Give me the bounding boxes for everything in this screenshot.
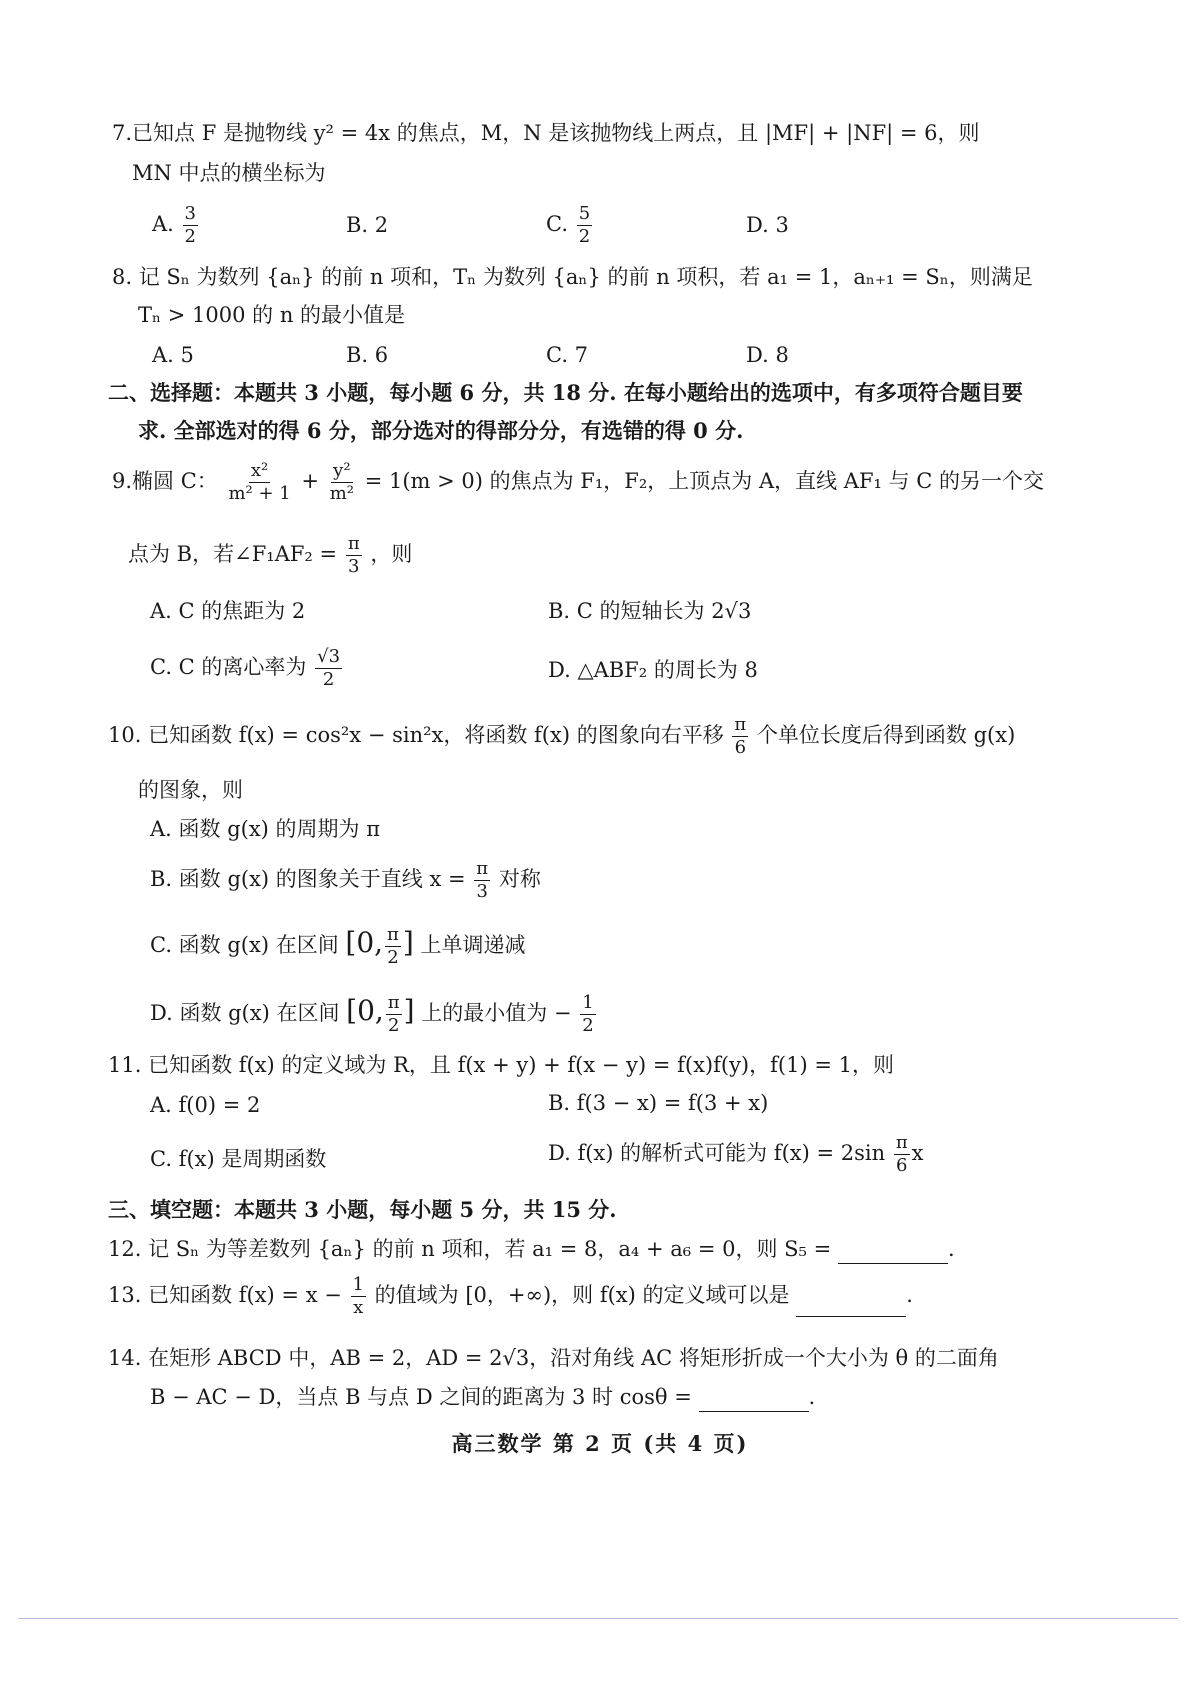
q9-line1: 9.椭圆 C： $\frac{\text{x²}}{\text{m² + 1}}$ + $\frac{\text{y²}}{\text{m²}}$ = 1(m > 0) 的焦点为 F₁，F₂，上顶点为 A，直线 AF₁ 与 C 的另一个交 xyxy=(112,460,1045,504)
q7-line1: 7.已知点 F 是抛物线 y² = 4x 的焦点，M，N 是该抛物线上两点，且 |MF| + |NF| = 6，则 xyxy=(112,121,980,145)
q11-option-a: A. f(0) = 2 xyxy=(150,1093,261,1117)
q11-option-c: C. f(x) 是周期函数 xyxy=(150,1147,327,1171)
section3-heading: 三、填空题：本题共 3 小题，每小题 5 分，共 15 分. xyxy=(108,1197,617,1222)
q8-option-b: B. 6 xyxy=(346,343,389,367)
q14-line1: 14. 在矩形 ABCD 中，AB = 2，AD = 2√3，沿对角线 AC 将矩形折成一个大小为 θ 的二面角 xyxy=(108,1346,999,1370)
page-divider xyxy=(18,1618,1178,1619)
q8-option-c: C. 7 xyxy=(546,343,589,367)
q10-shift-fraction: $\frac{\pi}{6}$ xyxy=(734,714,747,758)
q7-option-d: D. 3 xyxy=(746,213,789,237)
page-footer: 高三数学 第 2 页 (共 4 页) xyxy=(451,1431,749,1456)
q10-option-d: D. 函数 g(x) 在区间 [0, $\frac{\pi}{2}$ ] 上的最小值为 − $\frac{1}{2}$ xyxy=(150,992,594,1036)
section2-heading-line1: 二、选择题：本题共 3 小题，每小题 6 分，共 18 分. 在每小题给出的选项中，有多项符合题目要 xyxy=(108,380,1023,405)
q14-line2: B − AC − D，当点 B 与点 D 之间的距离为 3 时 cosθ = . xyxy=(150,1382,815,1412)
q10-option-a: A. 函数 g(x) 的周期为 π xyxy=(150,817,381,841)
q10-axis-fraction: $\frac{\pi}{3}$ xyxy=(476,858,489,902)
q7-option-a: A. $\frac{3}{2}$ xyxy=(152,203,196,247)
q10-d-interval-fraction: $\frac{\pi}{2}$ xyxy=(387,992,400,1036)
q9-eccentricity-fraction: $\frac{√3}{2}$ xyxy=(317,646,341,690)
q13-fraction: $\frac{1}{x}$ xyxy=(352,1274,364,1318)
q9-option-d: D. △ABF₂ 的周长为 8 xyxy=(548,658,758,682)
q7-option-b: B. 2 xyxy=(346,213,389,237)
q13: 13. 已知函数 f(x) = x − $\frac{1}{x}$ 的值域为 [0，+∞)，则 f(x) 的定义域可以是 . xyxy=(108,1274,913,1318)
q9-line2: 点为 B，若∠F₁AF₂ = $\frac{\pi}{3}$ ，则 xyxy=(128,533,413,577)
q9-option-b: B. C 的短轴长为 2√3 xyxy=(548,599,752,623)
section2-heading-line2: 求. 全部选对的得 6 分，部分选对的得部分分，有选错的得 0 分. xyxy=(138,418,744,443)
q8-line1: 8. 记 Sₙ 为数列 {aₙ} 的前 n 项和，Tₙ 为数列 {aₙ} 的前 n 项积，若 a₁ = 1，aₙ₊₁ = Sₙ，则满足 xyxy=(112,265,1033,289)
q7-option-a-fraction: $\frac{3}{2}$ xyxy=(184,203,196,247)
q9-option-a: A. C 的焦距为 2 xyxy=(150,599,306,623)
q11-sin-fraction: $\frac{\pi}{6}$ xyxy=(895,1132,908,1176)
q13-answer-blank[interactable] xyxy=(796,1296,906,1317)
q8-option-a: A. 5 xyxy=(152,343,194,367)
q11-option-b: B. f(3 − x) = f(3 + x) xyxy=(548,1091,769,1115)
q9-option-c: C. C 的离心率为 $\frac{√3}{2}$ xyxy=(150,646,341,690)
q10-line2: 的图象，则 xyxy=(138,778,243,802)
q12-answer-blank[interactable] xyxy=(838,1243,948,1264)
q10-option-c: C. 函数 g(x) 在区间 [0, $\frac{\pi}{2}$ ] 上单调递减 xyxy=(150,924,526,968)
q10-min-fraction: $\frac{1}{2}$ xyxy=(582,992,594,1036)
q9-x-fraction: $\frac{\text{x²}}{\text{m² + 1}}$ xyxy=(228,460,291,504)
q11-option-d: D. f(x) 的解析式可能为 f(x) = 2sin $\frac{\pi}{6}$ x xyxy=(548,1132,924,1176)
q7-option-c-fraction: $\frac{5}{2}$ xyxy=(578,203,591,247)
q12: 12. 记 Sₙ 为等差数列 {aₙ} 的前 n 项和，若 a₁ = 8，a₄ + a₆ = 0，则 S₅ = . xyxy=(108,1234,955,1264)
q8-option-d: D. 8 xyxy=(746,343,789,367)
q14-answer-blank[interactable] xyxy=(699,1391,809,1412)
q8-line2: Tₙ > 1000 的 n 的最小值是 xyxy=(138,303,406,327)
q10-line1: 10. 已知函数 f(x) = cos²x − sin²x，将函数 f(x) 的图象向右平移 $\frac{\pi}{6}$ 个单位长度后得到函数 g(x) xyxy=(108,714,1016,758)
q7-line2: MN 中点的横坐标为 xyxy=(132,161,326,185)
q9-y-fraction: $\frac{\text{y²}}{\text{m²}}$ xyxy=(329,460,355,504)
q10-option-b: B. 函数 g(x) 的图象关于直线 x = $\frac{\pi}{3}$ 对称 xyxy=(150,858,541,902)
q10-c-interval-fraction: $\frac{\pi}{2}$ xyxy=(387,924,399,968)
q11-line1: 11. 已知函数 f(x) 的定义域为 R，且 f(x + y) + f(x − y) = f(x)f(y)，f(1) = 1，则 xyxy=(108,1053,894,1077)
q9-angle-fraction: $\frac{\pi}{3}$ xyxy=(347,533,360,577)
q7-option-c: C. $\frac{5}{2}$ xyxy=(546,203,591,247)
